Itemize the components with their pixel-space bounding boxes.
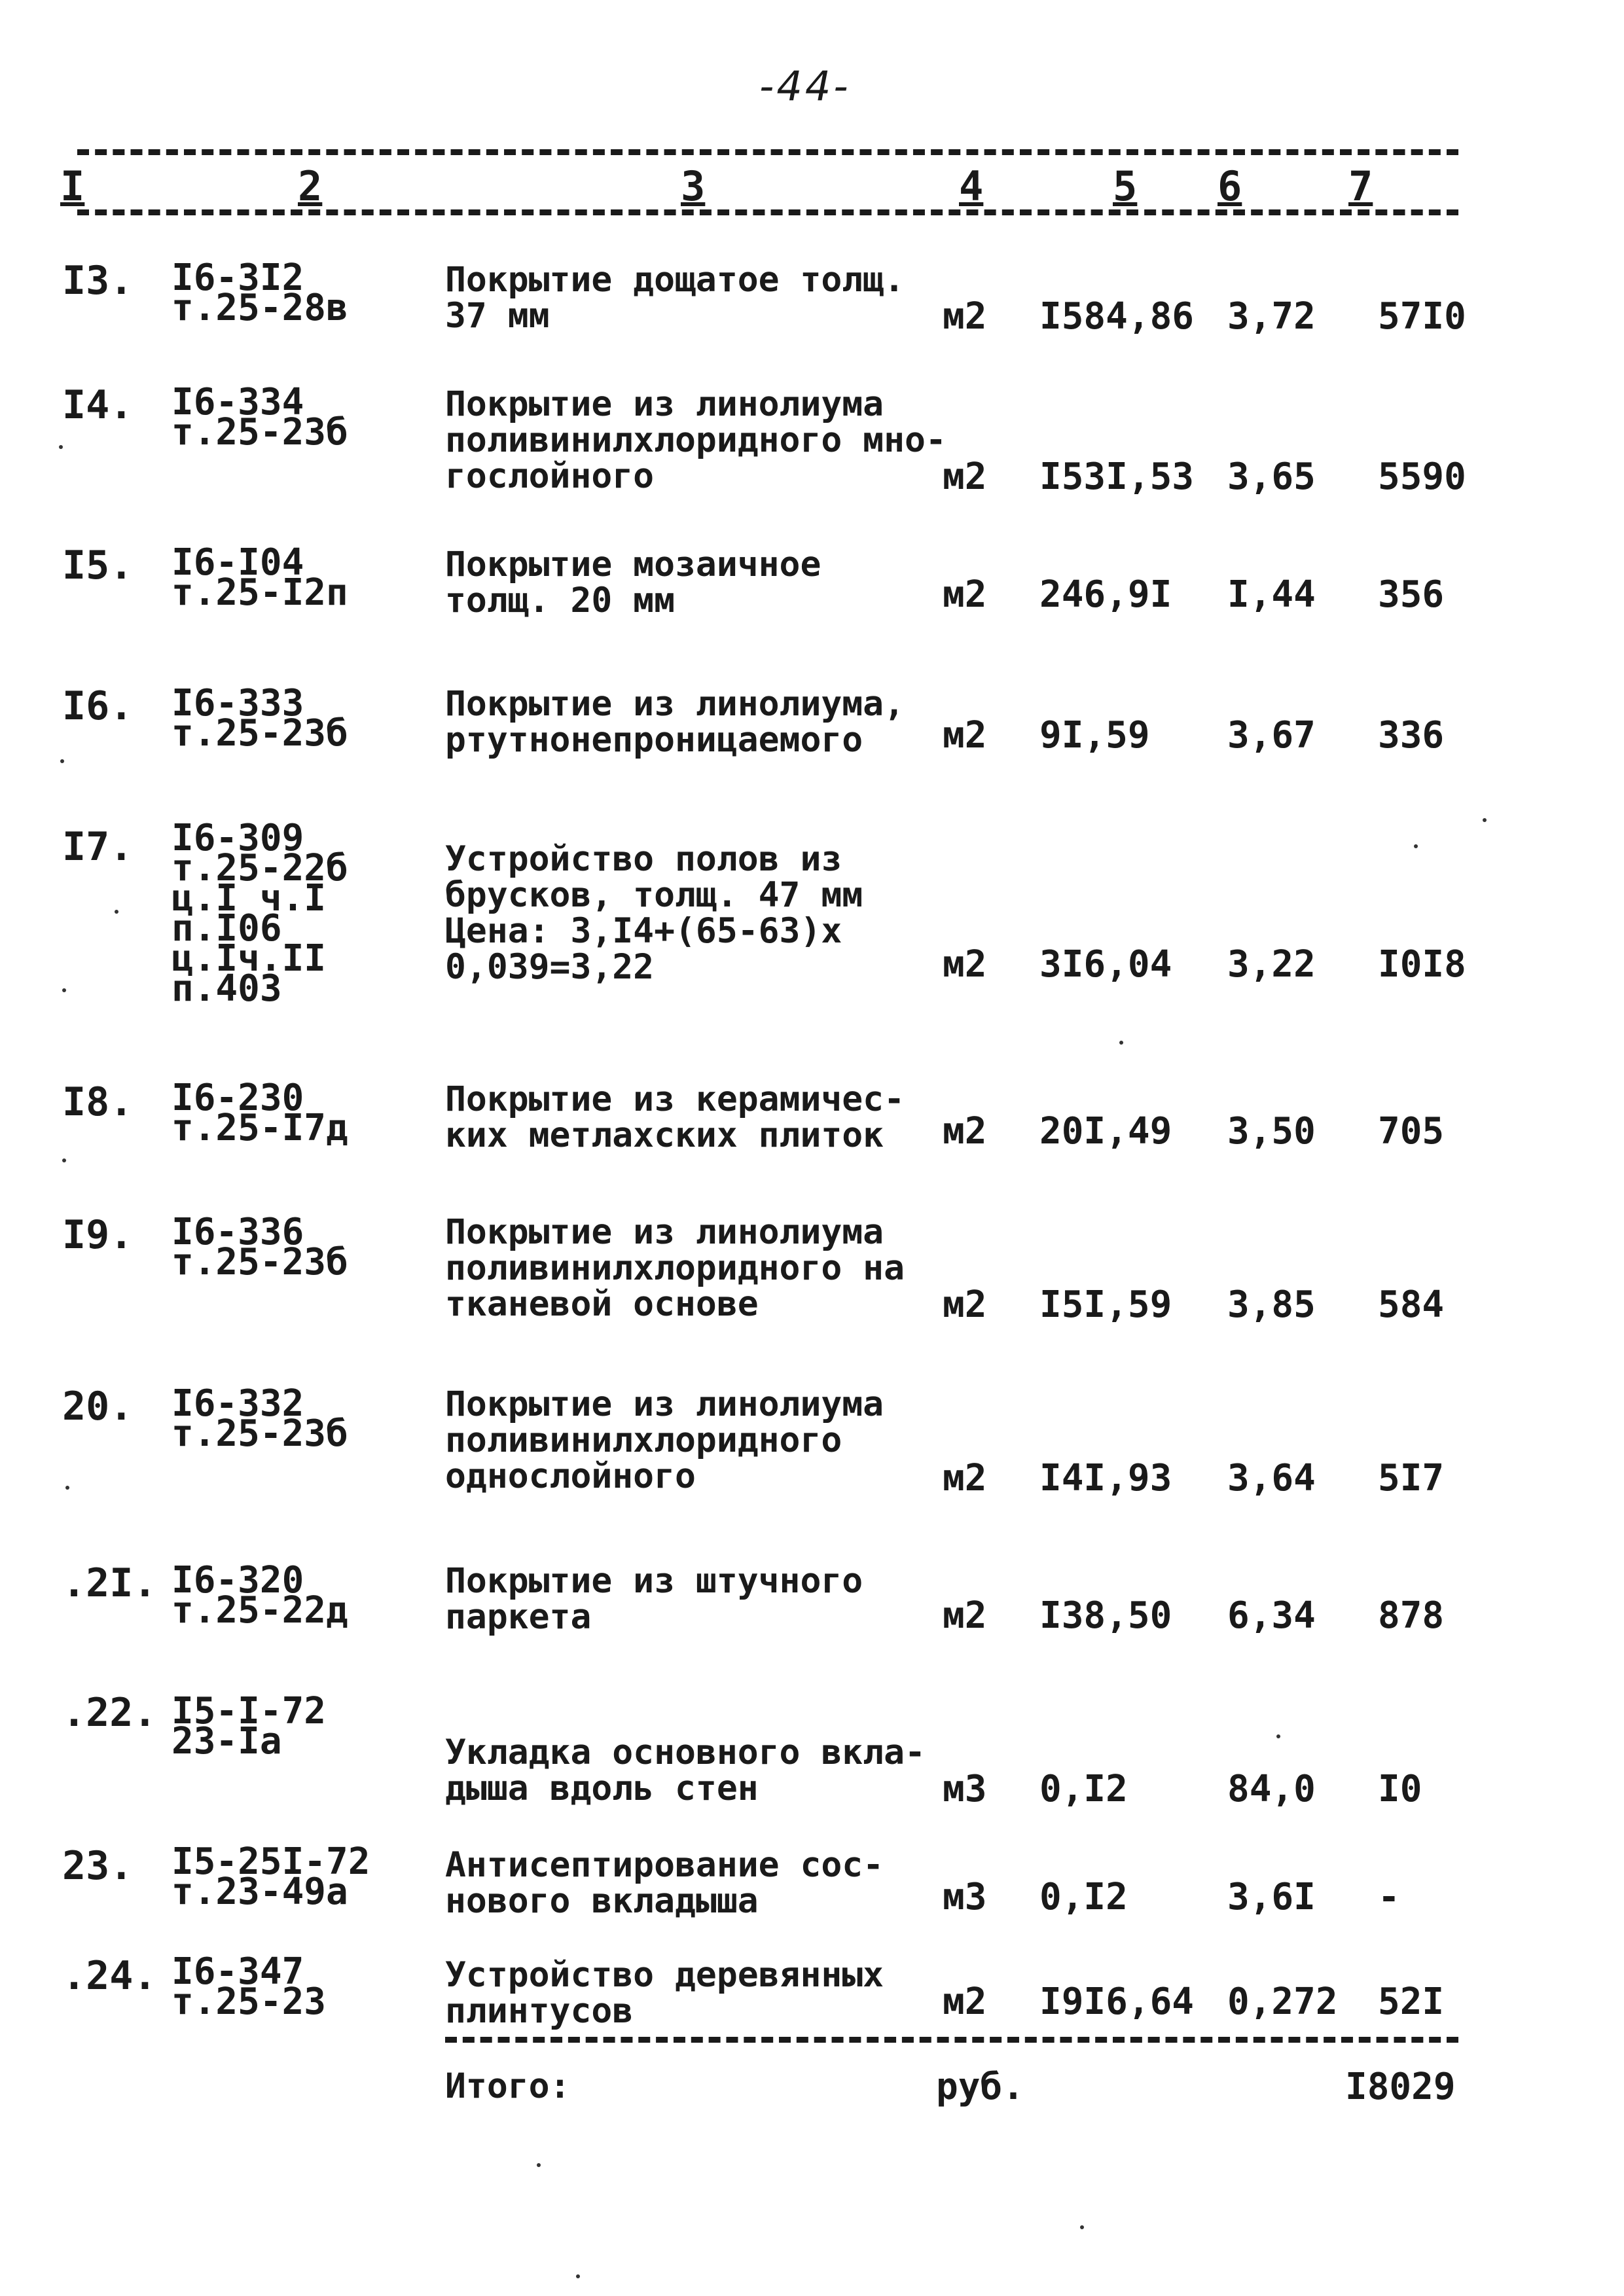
unit-price: 0,272	[1227, 1981, 1338, 2023]
scan-speck	[576, 2274, 580, 2278]
unit: м3	[943, 1876, 987, 1918]
work-description: Укладка основного вкла- дыша вдоль стен	[445, 1732, 926, 1808]
unit: м2	[943, 1457, 987, 1499]
unit: м2	[943, 1110, 987, 1153]
quantity: 0,I2	[1039, 1768, 1128, 1810]
total-rule	[445, 2037, 1458, 2043]
row-number: I4.	[62, 382, 134, 428]
work-description: Антисептирование сос- нового вкладыша	[445, 1845, 884, 1921]
work-description: Устройство полов из брусков, толщ. 47 мм Цена: 3,I4+(65-63)х 0,039=3,22	[445, 839, 863, 987]
work-description: Покрытие из линолиума поливинилхлоридного однослойного	[445, 1384, 884, 1496]
column-header-3: 3	[681, 162, 706, 210]
unit-price: 84,0	[1227, 1768, 1316, 1810]
row-total: 5I7	[1378, 1457, 1445, 1499]
row-number: I7.	[62, 824, 134, 870]
row-total: 878	[1378, 1594, 1445, 1637]
quantity: I53I,53	[1039, 456, 1195, 498]
unit-price: 3,85	[1227, 1283, 1316, 1326]
work-description: Устройство деревянных плинтусов	[445, 1955, 884, 2031]
row-number: I5.	[62, 543, 134, 588]
norm-code: I6-230 т.25-I7д	[171, 1077, 348, 1149]
row-number: .2I.	[62, 1560, 157, 1606]
unit-price: 3,6I	[1227, 1876, 1316, 1918]
scan-speck	[1414, 844, 1418, 848]
work-description: Покрытие дощатое толщ. 37 мм	[445, 260, 905, 336]
scan-speck	[537, 2163, 541, 2167]
norm-code: I6-332 т.25-23б	[171, 1382, 348, 1455]
scan-speck	[65, 1486, 69, 1490]
norm-code: I6-334 т.25-23б	[171, 381, 348, 454]
quantity: 0,I2	[1039, 1876, 1128, 1918]
quantity: I584,86	[1039, 295, 1195, 338]
work-description: Покрытие из керамичес- ких метлахских плиток	[445, 1079, 905, 1155]
column-header-4: 4	[959, 162, 984, 210]
row-number: I9.	[62, 1212, 134, 1258]
column-header-6: 6	[1218, 162, 1242, 210]
scan-speck	[1119, 1041, 1123, 1045]
quantity: 3I6,04	[1039, 943, 1172, 986]
norm-code: I6-I04 т.25-I2п	[171, 541, 348, 614]
unit: м2	[943, 1981, 987, 2023]
norm-code: I6-333 т.25-23б	[171, 682, 348, 755]
scan-speck	[60, 759, 64, 763]
work-description: Покрытие из линолиума поливинилхлоридного на тканевой основе	[445, 1212, 905, 1324]
unit: м2	[943, 714, 987, 757]
scan-speck	[1080, 2225, 1084, 2229]
work-description: Покрытие из штучного паркета	[445, 1561, 863, 1637]
row-total: I0	[1378, 1768, 1422, 1810]
scan-speck	[115, 910, 118, 914]
unit-price: 3,22	[1227, 943, 1316, 986]
row-number: 23.	[62, 1843, 134, 1889]
header-bottom-rule	[77, 209, 1458, 215]
unit-price: 3,72	[1227, 295, 1316, 338]
row-total: 356	[1378, 573, 1445, 616]
work-description: Покрытие мозаичное толщ. 20 мм	[445, 545, 821, 620]
work-description: Покрытие из линолиума, ртутнонепроницаемого	[445, 684, 905, 760]
row-number: I3.	[62, 258, 134, 304]
quantity: I5I,59	[1039, 1283, 1172, 1326]
scan-speck	[59, 445, 63, 449]
row-number: I8.	[62, 1079, 134, 1125]
unit-price: I,44	[1227, 573, 1316, 616]
work-description: Покрытие из линолиума поливинилхлоридного мно- гослойного	[445, 384, 947, 496]
norm-code: I5-25I-72 т.23-49а	[171, 1840, 370, 1913]
grand-total: I8029	[1345, 2066, 1456, 2108]
norm-code: I6-3I2 т.25-28в	[171, 257, 348, 329]
scan-speck	[62, 988, 66, 992]
quantity: 246,9I	[1039, 573, 1172, 616]
quantity: 20I,49	[1039, 1110, 1172, 1153]
unit: м2	[943, 1283, 987, 1326]
unit-price: 3,67	[1227, 714, 1316, 757]
row-number: 20.	[62, 1384, 134, 1429]
quantity: I38,50	[1039, 1594, 1172, 1637]
unit: м2	[943, 943, 987, 986]
quantity: 9I,59	[1039, 714, 1150, 757]
total-unit: руб.	[936, 2066, 1024, 2108]
norm-code: I6-309 т.25-22б ц.I ч.I п.I06 ц.Iч.II п.403	[171, 817, 348, 1010]
unit: м2	[943, 456, 987, 498]
unit-price: 3,50	[1227, 1110, 1316, 1153]
row-total: 336	[1378, 714, 1445, 757]
row-number: I6.	[62, 683, 134, 729]
row-total: I0I8	[1378, 943, 1466, 986]
scan-speck	[1276, 1734, 1280, 1738]
unit-price: 3,64	[1227, 1457, 1316, 1499]
norm-code: I6-336 т.25-23б	[171, 1211, 348, 1283]
row-total: 5590	[1378, 456, 1466, 498]
unit: м2	[943, 1594, 987, 1637]
total-label: Итого:	[445, 2066, 571, 2106]
norm-code: I6-320 т.25-22д	[171, 1559, 348, 1632]
row-total: 57I0	[1378, 295, 1466, 338]
scan-speck	[62, 1158, 66, 1162]
unit: м2	[943, 573, 987, 616]
scan-speck	[1483, 818, 1487, 822]
unit-price: 3,65	[1227, 456, 1316, 498]
row-total: -	[1378, 1876, 1400, 1918]
unit: м2	[943, 295, 987, 338]
row-total: 584	[1378, 1283, 1445, 1326]
column-header-5: 5	[1113, 162, 1138, 210]
unit-price: 6,34	[1227, 1594, 1316, 1637]
column-header-2: 2	[298, 162, 323, 210]
page-number: -44-	[759, 62, 851, 110]
header-top-rule	[77, 149, 1458, 155]
column-header-1: I	[60, 162, 85, 210]
norm-code: I5-I-72 23-Iа	[171, 1690, 327, 1763]
row-total: 705	[1378, 1110, 1445, 1153]
quantity: I4I,93	[1039, 1457, 1172, 1499]
quantity: I9I6,64	[1039, 1981, 1195, 2023]
row-total: 52I	[1378, 1981, 1445, 2023]
row-number: .22.	[62, 1690, 157, 1736]
row-number: .24.	[62, 1953, 157, 1999]
unit: м3	[943, 1768, 987, 1810]
column-header-7: 7	[1348, 162, 1373, 210]
norm-code: I6-347 т.25-23	[171, 1950, 327, 2023]
